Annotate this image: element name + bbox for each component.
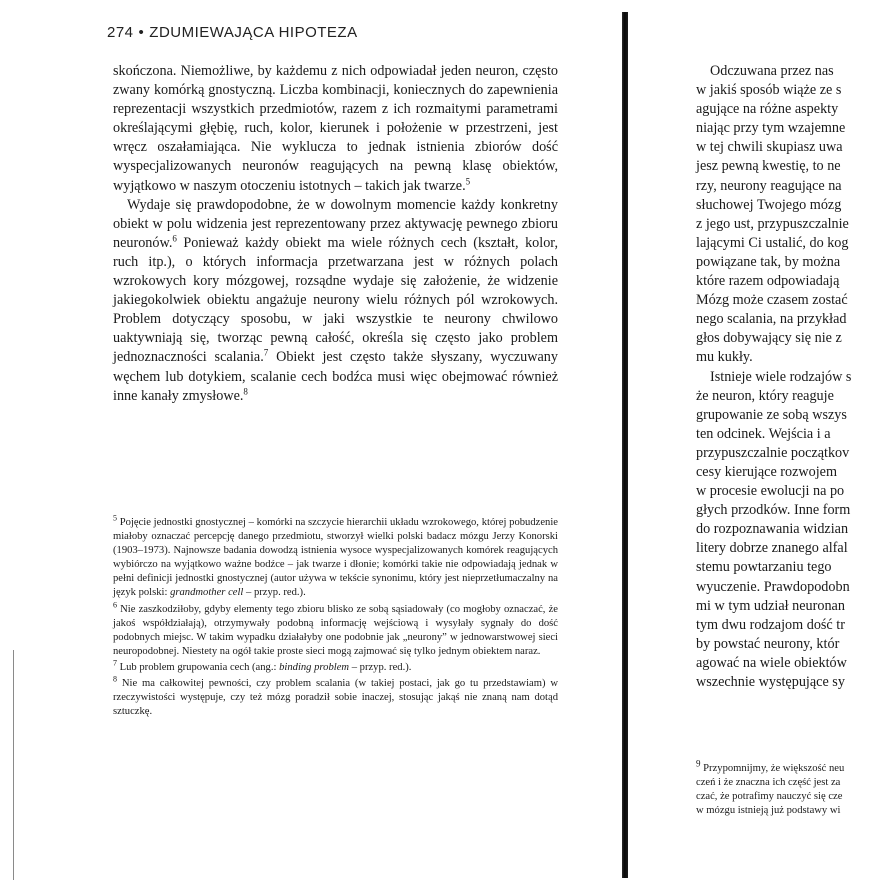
footnote-ref[interactable]: 5 [465, 175, 471, 186]
footnote-italic: grandmother cell [170, 587, 244, 599]
footnote-number: 8 [113, 674, 117, 684]
text-line: litery dobrze znanego alfal [696, 540, 848, 557]
text-line: że neuron, który reaguje [696, 387, 834, 404]
footnote-ref[interactable]: 6 [172, 233, 177, 244]
footnote-text: Nie zaszkodziłoby, gdyby elementy tego zbioru blisko ze sobą sąsiadowały (co mogłoby oznaczać, że jakoś współdziałają), otrzymywały podobną informację wejściową i wysyłały sygnały do dość podobnych miejsc. W takim wypadku działałyby one podobnie jak „neurony” w jednowarstwowej sieci neuropodobnej. Niestety na ogół takie proste sieci mogą zajmować się tylko jednym obiektem naraz. [113, 603, 558, 657]
text-line: Istnieje wiele rodzajów s [710, 368, 852, 385]
text-line: w jakiś sposób wiąże ze s [696, 82, 842, 99]
footnote-ref[interactable]: 8 [243, 385, 248, 396]
footnote-text: Lub problem grupowania cech (ang.: [119, 661, 277, 673]
text-line: nego scalania, na przykład [696, 311, 847, 328]
right-footnote [696, 758, 893, 818]
text-line: grupowanie ze sobą wszys [696, 406, 847, 423]
text-line: agować na wiele obiektów [696, 654, 847, 671]
footnote [113, 658, 558, 675]
text-line: Odczuwana przez nas [710, 63, 834, 79]
text-line: niając przy tym wzajemne [696, 120, 846, 137]
text-line: które razem odpowiadają [696, 273, 840, 290]
text-line: mi w tym udział neuronan [696, 597, 845, 614]
text-line: mu kukły. [696, 349, 753, 366]
text-line: jesz pewną kwestię, to ne [696, 158, 841, 175]
text-line: do rozpoznawania widzian [696, 521, 849, 538]
text-line: z jego ust, przypuszczalnie [696, 215, 849, 232]
text-line: stemu powtarzaniu tego [696, 559, 832, 576]
text-line: agujące na różne aspekty [696, 101, 839, 118]
paragraph [113, 62, 558, 196]
right-body-text [696, 62, 893, 692]
paragraph-text: Wydaje się prawdopodobne, że w dowolnym momencie każdy konkretny obiekt w polu widzenia jest reprezentowany przez aktywację pewnego zbioru neuronów. [113, 196, 558, 251]
footnote-text: czać, że potrafimy nauczyć się cze [696, 791, 843, 803]
body-text [113, 62, 558, 406]
text-line: tym dwu rodzajom dość tr [696, 616, 845, 633]
book-gutter [622, 12, 628, 878]
footnote-line [696, 790, 893, 804]
bullet-separator: • [138, 24, 145, 41]
footnote-italic: binding problem [279, 661, 350, 673]
footnote-line [696, 776, 893, 790]
footnote-tail: – przyp. red.). [349, 661, 412, 673]
text-line: w tej chwili skupiasz uwa [696, 139, 843, 156]
footnote [113, 513, 558, 601]
text-line: lającymi Ci ustalić, do kog [696, 234, 849, 251]
text-line: głych przodków. Inne form [696, 502, 851, 519]
running-title: ZDUMIEWAJĄCA HIPOTEZA [149, 24, 358, 41]
footnote-ref[interactable]: 7 [263, 347, 269, 358]
footnote-text: czeń i że znaczna ich część jest za [696, 777, 841, 789]
paragraph-text: skończona. Niemożliwe, by każdemu z nich odpowiadał jeden neuron, często zwany komórką gnostyczną. Liczba kombinacji, koniecznych do zapewnienia reprezentacji wszystkich przedmiotów, razem z ich rozmaitymi parametrami określającymi głębię, ruch, kolor, kierunek i położenie w przestrzeni, jest wręcz oszałamiająca. Nie wyklucza to jednak istnienia zbiorów dość wyspecjalizowanych neuronów reagujących na pewną klasę obiektów, wyjątkowo w naszym otoczeniu istotnych – takich jak twarze. [113, 63, 558, 194]
footnote-line [696, 758, 893, 776]
text-line: ten odcinek. Wejścia i a [696, 425, 831, 442]
page-number: 274 [107, 24, 134, 41]
footnote-number: 6 [113, 600, 117, 610]
paragraph [113, 196, 558, 406]
right-page [630, 0, 893, 894]
text-line: w procesie ewolucji na po [696, 483, 845, 500]
footnote-tail: – przyp. red.). [243, 587, 306, 599]
footnote-text: w mózgu istnieją już podstawy wi [696, 805, 841, 817]
text-line: Mózg może czasem zostać [696, 292, 848, 309]
footnote-number: 9 [696, 758, 701, 769]
text-line: by powstać neurony, któr [696, 635, 840, 652]
text-line: rzy, neurony reagujące na [696, 177, 842, 194]
text-line: powiązane tak, by można [696, 253, 841, 270]
footnote-text: Pojęcie jednostki gnostycznej – komórki na szczycie hierarchii układu wzrokowego, której pobudzenie miałoby oznaczać percepcję danego przedmiotu, stworzył wielki polski badacz mózgu Jerzy Konorski (1903–1973). Najnowsze badania dowodzą istnienia wysoce wyspecjalizowanych komórek reagujących wybiórczo na wyjątkowo ważne bodźce – jak twarze i dłonie; komórki takie nie odpowiadają jednak w pełni definicji jednostki gnostycznej (autor używa w tekście synonimu, który jest nieprzetłumaczalny na język polski: [113, 517, 558, 599]
footnote [113, 674, 558, 719]
text-line: przypuszczalnie początkov [696, 444, 850, 461]
footnote-text: Nie ma całkowitej pewności, czy problem scalania (w takiej postaci, jak go tu przedstawiam) w rzeczywistości występuje, czy też mózg poradził sobie inaczej, stosując jakąś nie znaną nam dotąd sztuczkę. [113, 678, 558, 718]
paragraph-text: Ponieważ każdy obiekt ma wiele różnych cech (kształt, kolor, ruch itp.), o których informacja przetwarzana jest w różnych polach wzrokowych kory mózgowej, rozsądne wydaje się założenie, że widzenie jakiegokolwiek obiektu angażuje neurony wielu różnych pól wzrokowych. Problem dotyczący sposobu, w jaki wszystkie te neurony chwilowo uaktywniają się, tworząc pewną całość, określa się często jako problem jednoznaczności scalania. [113, 234, 558, 366]
paragraph-text: Obiekt jest często także słyszany, wyczuwany węchem lub dotykiem, scalanie cech bodźca musi więc obejmować również inne kanały zmysłowe. [113, 349, 558, 404]
footnote-number: 7 [113, 658, 117, 668]
text-line: wyuczenie. Prawdopodobn [696, 578, 850, 595]
footnote-text: Przypomnijmy, że większość neu [703, 763, 845, 774]
text-line: cesy kierujące rozwojem [696, 463, 838, 480]
footnote [113, 600, 558, 659]
running-head [107, 24, 358, 41]
text-line: słuchowej Twojego mózg [696, 196, 842, 213]
text-line: wszechnie występujące sy [696, 674, 845, 690]
footnote-number: 5 [113, 513, 117, 523]
scan-margin-mark [13, 650, 14, 880]
footnotes [113, 513, 558, 721]
footnote-line [696, 804, 893, 818]
text-line: głos dobywający się nie z [696, 330, 842, 347]
